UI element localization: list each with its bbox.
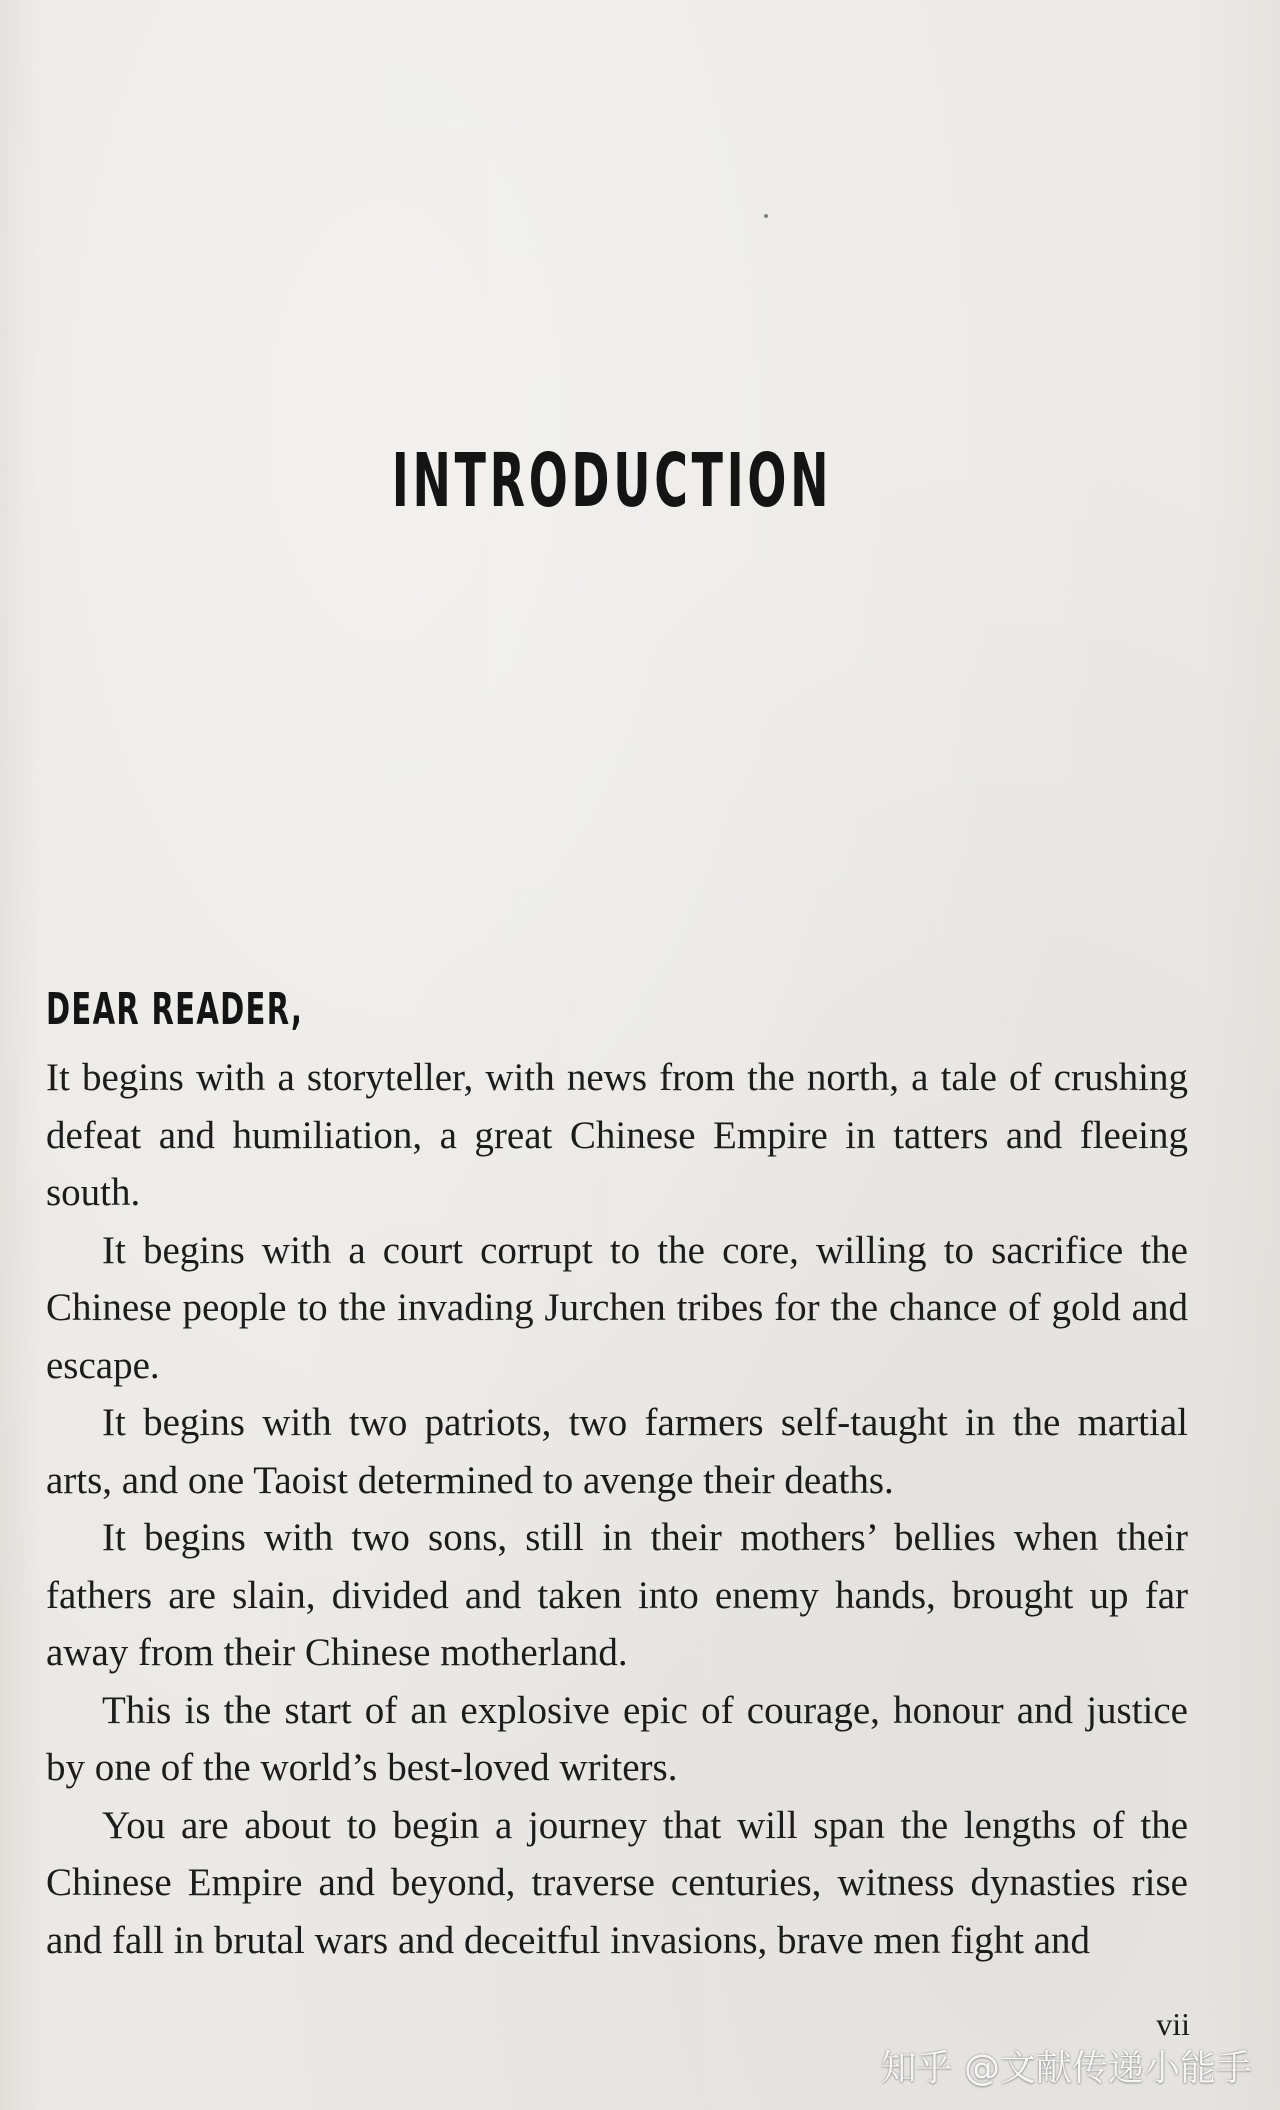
watermark: 知乎 @文献传递小能手 xyxy=(880,2048,1252,2089)
salutation: DEAR READER, xyxy=(46,984,304,1035)
paragraph-3: It begins with two patriots, two farmers self-taught in the martial arts, and one Taoist determined to avenge their deaths. xyxy=(46,1401,1188,1502)
paragraph-5: This is the start of an explosive epic of courage, honour and justice by one of the world’s best-loved writers. xyxy=(46,1688,1188,1789)
paragraph-2: It begins with a court corrupt to the core, willing to sacrifice the Chinese people to the invading Jurchen tribes for the chance of gold and escape. xyxy=(46,1228,1188,1387)
paragraph-6: You are about to begin a journey that will span the lengths of the Chinese Empire and beyond, traverse centuries, witness dynasties rise and fall in brutal wars and deceitful invasions, brave men fight and xyxy=(46,1803,1188,1962)
body-text xyxy=(46,1049,1188,1969)
paper-speck xyxy=(764,214,768,218)
chapter-title: INTRODUCTION xyxy=(391,438,833,524)
paragraph-4: It begins with two sons, still in their mothers’ bellies when their fathers are slain, divided and taken into enemy hands, brought up far away from their Chinese motherland. xyxy=(46,1516,1188,1674)
paragraph-1: It begins with a storyteller, with news from the north, a tale of crushing defeat and humiliation, a great Chinese Empire in tatters and fleeing south. xyxy=(46,1056,1188,1214)
page-number: vii xyxy=(1156,2006,1190,2042)
